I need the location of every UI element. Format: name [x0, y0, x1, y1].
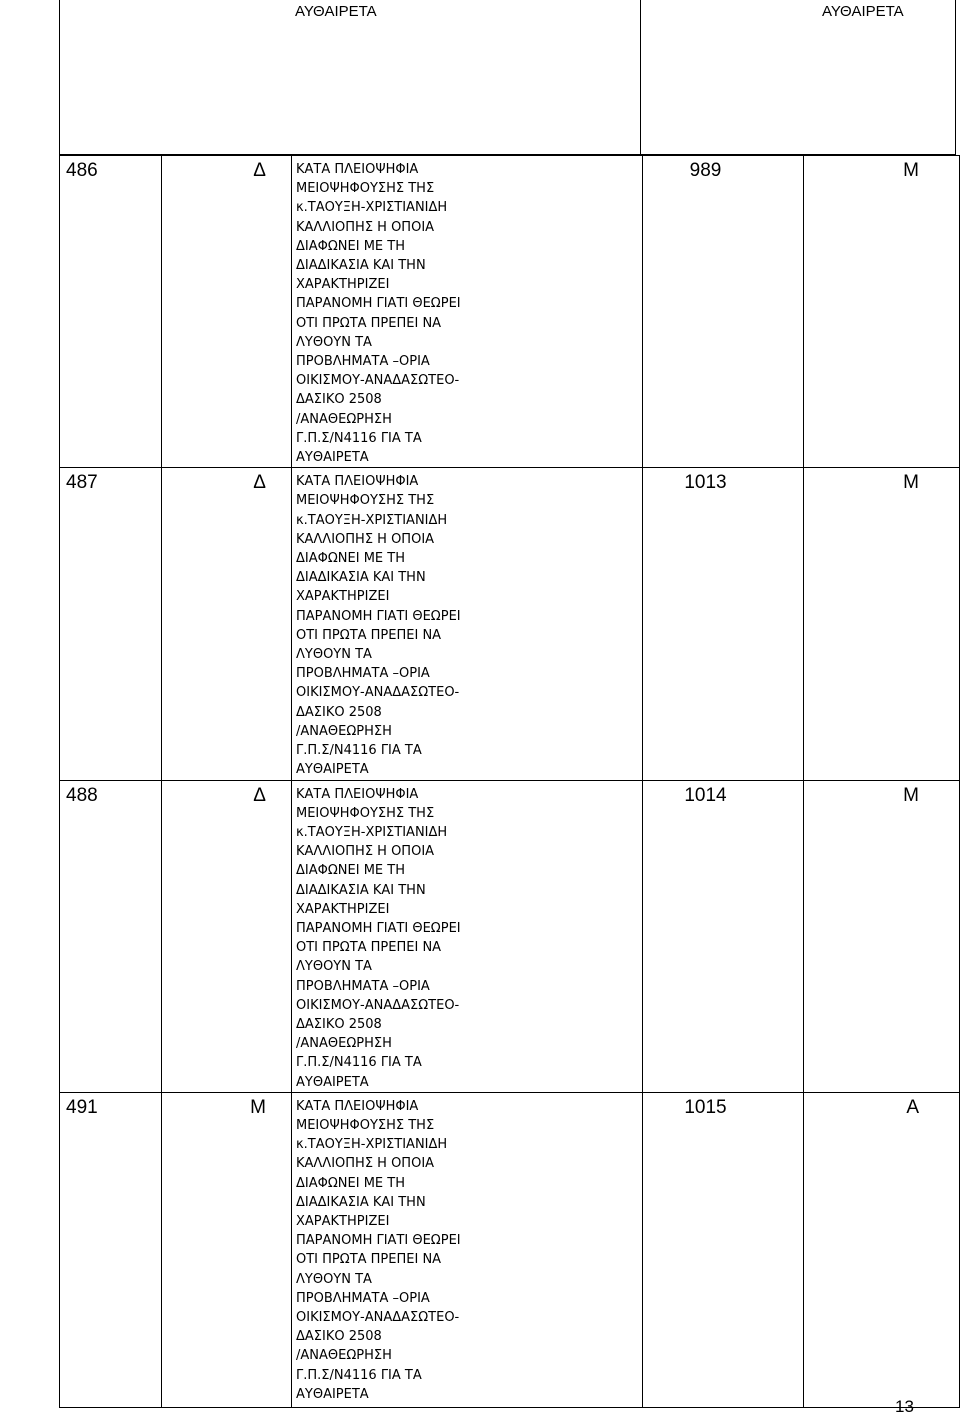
record-number-cell: [60, 156, 162, 468]
record-votes: 989: [689, 160, 722, 181]
record-number: 491: [66, 1096, 98, 1118]
previous-row-description-tail: ΑΥΘΑΙΡΕΤΑ: [295, 3, 377, 20]
record-type-cell: [162, 1092, 292, 1407]
record-description-cell: [292, 468, 643, 780]
record-result-cell: [804, 1092, 960, 1407]
table-row: [60, 468, 960, 780]
record-votes-cell: [643, 780, 804, 1092]
previous-row-right-cell: [640, 0, 956, 155]
record-description: ΚΑΤΑ ΠΛΕΙΟΨΗΦΙΑ ΜΕΙΟΨΗΦΟΥΣΗΣ ΤΗΣ κ.ΤΑΟΥΞΗ-ΧΡΙΣΤΙΑΝΙΔΗ ΚΑΛΛΙΟΠΗΣ Η ΟΠΟΙΑ ΔΙΑΦΩΝΕΙ ΜΕ ΤΗ ΔΙΑΔΙΚΑΣΙΑ ΚΑΙ ΤΗΝ ΧΑΡΑΚΤΗΡΙΖΕΙ ΠΑΡΑΝΟΜΗ ΓΙΑΤΙ ΘΕΩΡΕΙ ΟΤΙ ΠΡΩΤΑ ΠΡΕΠΕΙ ΝΑ ΛΥΘΟΥΝ ΤΑ ΠΡΟΒΛΗΜΑΤΑ –ΟΡΙΑ ΟΙΚΙΣΜΟΥ-ΑΝΑΔΑΣΩΤΕΟ- ΔΑΣΙΚΟ 2508 /ΑΝΑΘΕΩΡΗΣΗ Γ.Π.Σ/Ν4116 ΓΙΑ ΤΑ ΑΥΘΑΙΡΕΤΑ: [296, 474, 461, 778]
record-result: Α: [906, 1096, 919, 1118]
page-number: 13: [895, 1397, 914, 1416]
record-description: ΚΑΤΑ ΠΛΕΙΟΨΗΦΙΑ ΜΕΙΟΨΗΦΟΥΣΗΣ ΤΗΣ κ.ΤΑΟΥΞΗ-ΧΡΙΣΤΙΑΝΙΔΗ ΚΑΛΛΙΟΠΗΣ Η ΟΠΟΙΑ ΔΙΑΦΩΝΕΙ ΜΕ ΤΗ ΔΙΑΔΙΚΑΣΙΑ ΚΑΙ ΤΗΝ ΧΑΡΑΚΤΗΡΙΖΕΙ ΠΑΡΑΝΟΜΗ ΓΙΑΤΙ ΘΕΩΡΕΙ ΟΤΙ ΠΡΩΤΑ ΠΡΕΠΕΙ ΝΑ ΛΥΘΟΥΝ ΤΑ ΠΡΟΒΛΗΜΑΤΑ –ΟΡΙΑ ΟΙΚΙΣΜΟΥ-ΑΝΑΔΑΣΩΤΕΟ- ΔΑΣΙΚΟ 2508 /ΑΝΑΘΕΩΡΗΣΗ Γ.Π.Σ/Ν4116 ΓΙΑ ΤΑ ΑΥΘΑΙΡΕΤΑ: [296, 162, 461, 466]
record-result: Μ: [903, 472, 919, 494]
record-type-cell: [162, 468, 292, 780]
table-row: [60, 1092, 960, 1407]
record-description-cell: [292, 1092, 643, 1407]
record-description: ΚΑΤΑ ΠΛΕΙΟΨΗΦΙΑ ΜΕΙΟΨΗΦΟΥΣΗΣ ΤΗΣ κ.ΤΑΟΥΞΗ-ΧΡΙΣΤΙΑΝΙΔΗ ΚΑΛΛΙΟΠΗΣ Η ΟΠΟΙΑ ΔΙΑΦΩΝΕΙ ΜΕ ΤΗ ΔΙΑΔΙΚΑΣΙΑ ΚΑΙ ΤΗΝ ΧΑΡΑΚΤΗΡΙΖΕΙ ΠΑΡΑΝΟΜΗ ΓΙΑΤΙ ΘΕΩΡΕΙ ΟΤΙ ΠΡΩΤΑ ΠΡΕΠΕΙ ΝΑ ΛΥΘΟΥΝ ΤΑ ΠΡΟΒΛΗΜΑΤΑ –ΟΡΙΑ ΟΙΚΙΣΜΟΥ-ΑΝΑΔΑΣΩΤΕΟ- ΔΑΣΙΚΟ 2508 /ΑΝΑΘΕΩΡΗΣΗ Γ.Π.Σ/Ν4116 ΓΙΑ ΤΑ ΑΥΘΑΙΡΕΤΑ: [296, 1098, 461, 1402]
record-type-cell: [162, 156, 292, 468]
record-votes: 1015: [684, 1096, 727, 1118]
record-number-cell: [60, 780, 162, 1092]
record-number: 486: [66, 160, 98, 181]
record-type: Δ: [253, 160, 266, 181]
record-type: Δ: [253, 472, 266, 494]
record-result: Μ: [903, 784, 919, 806]
record-type: Μ: [250, 1096, 266, 1118]
record-number: 487: [66, 472, 98, 494]
previous-row-left-cell: [59, 0, 641, 155]
record-votes: 1013: [684, 472, 727, 494]
record-result-cell: [804, 468, 960, 780]
record-result-cell: [804, 780, 960, 1092]
record-description: ΚΑΤΑ ΠΛΕΙΟΨΗΦΙΑ ΜΕΙΟΨΗΦΟΥΣΗΣ ΤΗΣ κ.ΤΑΟΥΞΗ-ΧΡΙΣΤΙΑΝΙΔΗ ΚΑΛΛΙΟΠΗΣ Η ΟΠΟΙΑ ΔΙΑΦΩΝΕΙ ΜΕ ΤΗ ΔΙΑΔΙΚΑΣΙΑ ΚΑΙ ΤΗΝ ΧΑΡΑΚΤΗΡΙΖΕΙ ΠΑΡΑΝΟΜΗ ΓΙΑΤΙ ΘΕΩΡΕΙ ΟΤΙ ΠΡΩΤΑ ΠΡΕΠΕΙ ΝΑ ΛΥΘΟΥΝ ΤΑ ΠΡΟΒΛΗΜΑΤΑ –ΟΡΙΑ ΟΙΚΙΣΜΟΥ-ΑΝΑΔΑΣΩΤΕΟ- ΔΑΣΙΚΟ 2508 /ΑΝΑΘΕΩΡΗΣΗ Γ.Π.Σ/Ν4116 ΓΙΑ ΤΑ ΑΥΘΑΙΡΕΤΑ: [296, 786, 461, 1090]
record-votes-cell: [643, 468, 804, 780]
table-row: [60, 156, 960, 468]
record-type-cell: [162, 780, 292, 1092]
record-result: Μ: [903, 160, 919, 181]
record-number-cell: [60, 468, 162, 780]
record-number-cell: [60, 1092, 162, 1407]
record-type: Δ: [253, 784, 266, 806]
table-row: [60, 780, 960, 1092]
record-result-cell: [804, 156, 960, 468]
previous-row-result-tail: ΑΥΘΑΙΡΕΤΑ: [822, 3, 904, 20]
record-description-cell: [292, 780, 643, 1092]
record-number: 488: [66, 784, 98, 806]
record-votes-cell: [643, 156, 804, 468]
record-votes-cell: [643, 1092, 804, 1407]
records-table: [59, 155, 960, 1408]
record-votes: 1014: [684, 784, 727, 806]
record-description-cell: [292, 156, 643, 468]
